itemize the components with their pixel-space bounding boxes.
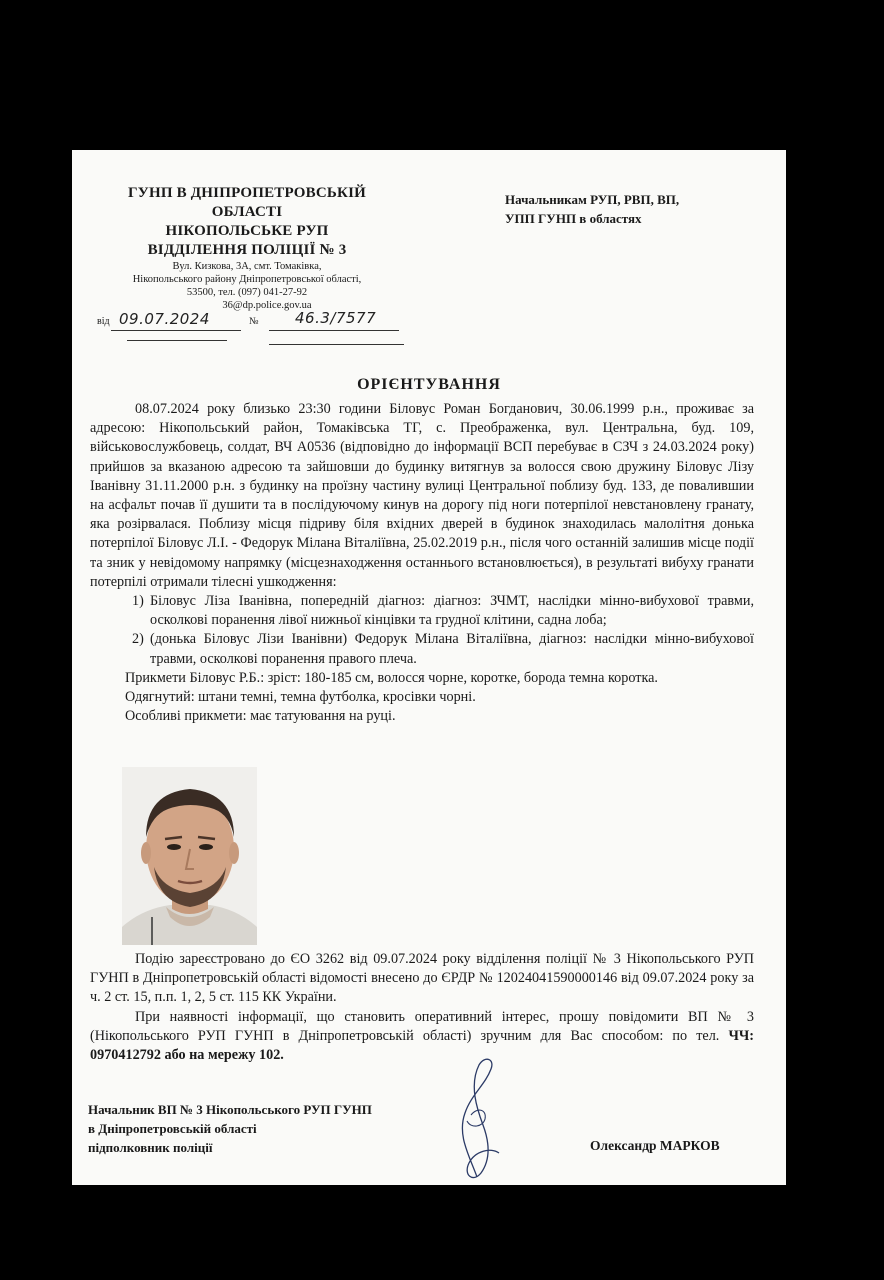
number-underline-2 <box>269 344 404 345</box>
chief-title-block <box>88 1100 372 1157</box>
document-page <box>72 150 786 1185</box>
date-label: від <box>97 316 110 327</box>
chief-line-2: в Дніпропетровській області <box>88 1121 257 1136</box>
chief-line-3: підполковник поліції <box>88 1140 213 1155</box>
injury-list <box>90 592 754 669</box>
body-paragraph-1: 08.07.2024 року близько 23:30 години Біловус Роман Богданович, 30.06.1999 р.н., проживає за адресою: Нікопольський район, Томаківська ТГ, с. Преображенка, вул. Центральна, буд. 109, військовослужбовець, солдат, ВЧ А0536 (відповідно до інформації ВСП перебуває в СЗЧ з 24.03.2024 року) прийшов за вказаною адресою та зайшовши до будинку витягнув за волосся свою дружину Біловус Лізу Іванівну 31.11.2000 р.н. з будинку на проїзну частину вулиці Центральної поблизу буд. 133, де повалившии на асфальт почав її душити та в послідуючому кинув на дорогу під ноги потерпілої невстановлену гранату, яка розірвалася. Поблизу місця підриву біля вхідних дверей в будинок знаходилась малолітня донька потерпілої Біловус Л.І. - Федорук Мілана Віталіївна, 25.02.2019 р.н., після чого останній залишив місце події та зник у невідомому напрямку (місцезнаходження останнього встановлюється), в результаті вибуху гранати потерпілі отримали тілесні ушкодження: <box>90 401 754 590</box>
doc-date-number-line <box>97 310 407 336</box>
list-item-number: 2) <box>132 631 144 648</box>
sender-address-3: 53500, тел. (097) 041-27-92 <box>186 287 308 298</box>
contact-request-text: При наявності інформації, що становить оперативний інтерес, прошу повідомити ВП № 3 (Нікопольського РУП ГУНП в Дніпропетровській області) зручним для Вас способом: по тел. <box>90 1008 754 1044</box>
sender-address-2: Нікопольського району Дніпропетровської області, <box>132 274 362 285</box>
suspect-description: Прикмети Біловус Р.Б.: зріст: 180-185 см, волосся чорне, коротке, борода темна коротка. <box>125 669 658 686</box>
handwritten-date: 09.07.2024 <box>119 310 210 328</box>
contact-request-paragraph <box>90 1008 754 1066</box>
registration-paragraph: Подію зареєстровано до ЄО 3262 від 09.07.2024 року відділення поліції № 3 Нікопольського РУП ГУНП в Дніпропетровській області відомості внесено до ЄРДР № 12024041590000146 від 09.07.2024 року за ч. 2 ст. 15, п.п. 1, 2, 5 ст. 115 КК України. <box>90 951 754 1006</box>
list-item <box>90 630 754 668</box>
list-item-number: 1) <box>132 593 144 610</box>
list-item <box>90 592 754 630</box>
sender-line-3: НІКОПОЛЬСЬКЕ РУП <box>165 223 329 239</box>
recipient-line-2: УПП ГУНП в областях <box>505 211 642 226</box>
suspect-clothing: Одягнутий: штани темні, темна футболка, кросівки чорні. <box>125 689 476 706</box>
sender-line-4: ВІДДІЛЕННЯ ПОЛІЦІЇ № 3 <box>147 242 347 258</box>
suspect-special-marks: Особливі прикмети: має татуювання на руці. <box>125 708 396 725</box>
chief-line-1: Начальник ВП № 3 Нікопольського РУП ГУНП <box>88 1102 372 1117</box>
number-underline <box>269 330 399 331</box>
suspect-photo <box>122 767 257 945</box>
date-underline <box>111 330 241 331</box>
list-item-text: Біловус Ліза Іванівна, попередній діагноз: діагноз: ЗЧМТ, наслідки мінно-вибухової травми, осколкові поранення лівої нижньої кінцівки та грудної клітини, садна лоба; <box>150 593 754 629</box>
number-label: № <box>249 316 259 327</box>
sender-email: 36@dp.police.gov.ua <box>222 300 312 311</box>
handwritten-signature <box>447 1055 507 1185</box>
date-underline-2 <box>127 340 227 341</box>
sender-line-2: ОБЛАСТІ <box>211 204 283 220</box>
list-item-text: (донька Біловус Лізи Іванівни) Федорук Мілана Віталіївна, діагноз: наслідки мінно-вибухової травми, осколкові поранення правого плеча. <box>150 631 754 667</box>
contact-phone: ЧЧ: 0970412792 або на мережу 102. <box>90 1027 754 1064</box>
signer-name: Олександр МАРКОВ <box>590 1138 720 1153</box>
suspect-portrait-image <box>122 767 257 945</box>
sender-block <box>102 184 392 312</box>
document-title: ОРІЄНТУВАННЯ <box>357 376 501 393</box>
recipient-line-1: Начальникам РУП, РВП, ВП, <box>505 192 680 207</box>
handwritten-number: 46.3/7577 <box>295 309 377 327</box>
recipient-block <box>505 190 755 228</box>
sender-line-1: ГУНП В ДНІПРОПЕТРОВСЬКІЙ <box>128 185 366 201</box>
sender-address-1: Вул. Кизкова, 3А, смт. Томаківка, <box>172 261 322 272</box>
document-body <box>90 400 754 726</box>
registration-block <box>90 950 754 1065</box>
